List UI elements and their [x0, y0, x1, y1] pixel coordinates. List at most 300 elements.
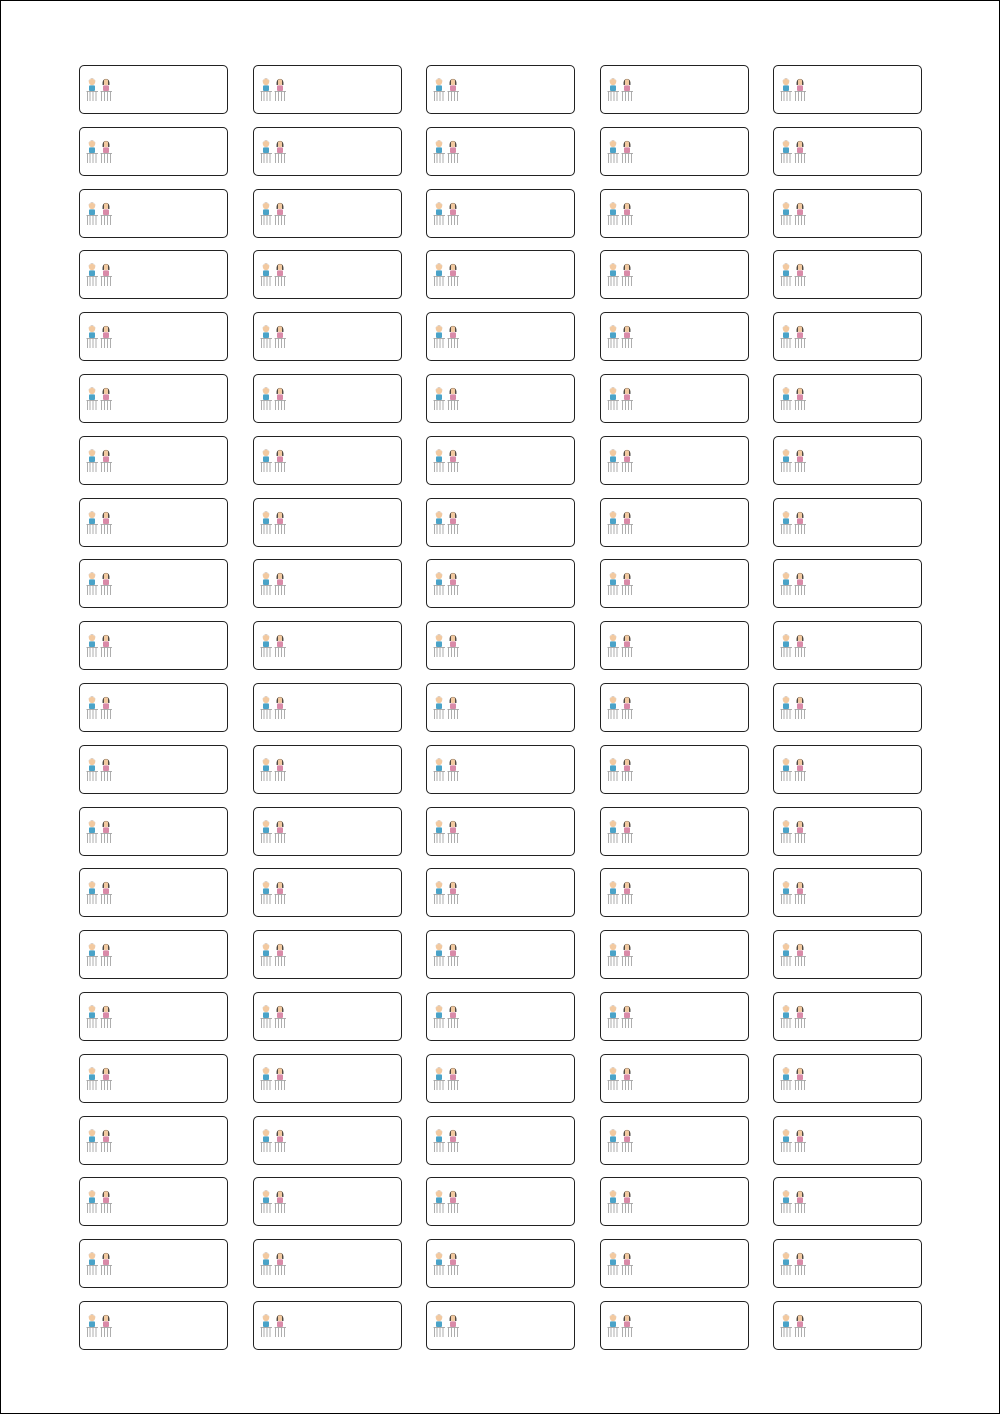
- desks: [434, 1142, 460, 1152]
- two-children-at-desks-icon: [259, 1066, 289, 1092]
- name-label: [79, 683, 228, 732]
- two-children-at-desks-icon: [259, 880, 289, 906]
- girl-figure: [103, 1068, 110, 1080]
- desks: [607, 1266, 633, 1276]
- desks: [607, 153, 633, 163]
- name-label: [773, 1301, 922, 1350]
- desks: [434, 771, 460, 781]
- two-children-at-desks-icon: [432, 262, 462, 288]
- girl-figure: [623, 820, 630, 832]
- two-children-at-desks-icon: [779, 386, 809, 412]
- girl-figure: [797, 79, 804, 91]
- boy-figure: [783, 944, 789, 957]
- two-children-at-desks-icon: [85, 1251, 115, 1277]
- name-label: [600, 436, 749, 485]
- girl-figure: [450, 141, 457, 153]
- desks: [260, 462, 286, 472]
- boy-figure: [609, 326, 615, 339]
- two-children-at-desks-icon: [259, 262, 289, 288]
- boy-figure: [89, 1191, 95, 1204]
- name-label: [79, 436, 228, 485]
- two-children-at-desks-icon: [432, 77, 462, 103]
- desks: [87, 1266, 113, 1276]
- desks: [781, 400, 807, 410]
- two-children-at-desks-icon: [432, 571, 462, 597]
- two-children-at-desks-icon: [606, 757, 636, 783]
- girl-figure: [276, 388, 283, 400]
- girl-figure: [103, 635, 110, 647]
- girl-figure: [623, 1068, 630, 1080]
- girl-figure: [450, 697, 457, 709]
- desks: [260, 648, 286, 658]
- boy-figure: [89, 1314, 95, 1327]
- boy-figure: [609, 882, 615, 895]
- name-label: [426, 1054, 575, 1103]
- girl-figure: [103, 326, 110, 338]
- two-children-at-desks-icon: [85, 1313, 115, 1339]
- two-children-at-desks-icon: [259, 633, 289, 659]
- desks: [434, 895, 460, 905]
- boy-figure: [262, 820, 268, 833]
- desks: [434, 277, 460, 287]
- girl-figure: [797, 820, 804, 832]
- girl-figure: [450, 1006, 457, 1018]
- two-children-at-desks-icon: [779, 1128, 809, 1154]
- desks: [260, 215, 286, 225]
- name-label: [600, 930, 749, 979]
- two-children-at-desks-icon: [432, 324, 462, 350]
- desks: [781, 1204, 807, 1214]
- name-label: [600, 127, 749, 176]
- two-children-at-desks-icon: [85, 448, 115, 474]
- boy-figure: [609, 1314, 615, 1327]
- two-children-at-desks-icon: [606, 510, 636, 536]
- girl-figure: [623, 511, 630, 523]
- boy-figure: [89, 820, 95, 833]
- boy-figure: [89, 387, 95, 400]
- boy-figure: [783, 78, 789, 91]
- boy-figure: [262, 78, 268, 91]
- girl-figure: [450, 1253, 457, 1265]
- two-children-at-desks-icon: [779, 510, 809, 536]
- girl-figure: [276, 141, 283, 153]
- girl-figure: [450, 1129, 457, 1141]
- two-children-at-desks-icon: [779, 1066, 809, 1092]
- boy-figure: [783, 635, 789, 648]
- boy-figure: [783, 202, 789, 215]
- two-children-at-desks-icon: [85, 386, 115, 412]
- boy-figure: [436, 264, 442, 277]
- desks: [607, 462, 633, 472]
- name-label: [426, 992, 575, 1041]
- desks: [87, 1142, 113, 1152]
- label-grid: [79, 65, 922, 1350]
- boy-figure: [262, 758, 268, 771]
- girl-figure: [276, 944, 283, 956]
- girl-figure: [103, 511, 110, 523]
- two-children-at-desks-icon: [432, 757, 462, 783]
- desks: [781, 1018, 807, 1028]
- desks: [87, 709, 113, 719]
- girl-figure: [623, 1006, 630, 1018]
- name-label: [79, 498, 228, 547]
- two-children-at-desks-icon: [606, 942, 636, 968]
- two-children-at-desks-icon: [259, 695, 289, 721]
- boy-figure: [262, 1067, 268, 1080]
- boy-figure: [89, 1067, 95, 1080]
- two-children-at-desks-icon: [432, 942, 462, 968]
- desks: [87, 277, 113, 287]
- desks: [260, 1142, 286, 1152]
- girl-figure: [797, 1129, 804, 1141]
- boy-figure: [609, 1005, 615, 1018]
- boy-figure: [783, 820, 789, 833]
- two-children-at-desks-icon: [432, 1189, 462, 1215]
- boy-figure: [436, 820, 442, 833]
- desks: [87, 957, 113, 967]
- two-children-at-desks-icon: [259, 201, 289, 227]
- desks: [87, 1204, 113, 1214]
- boy-figure: [89, 1005, 95, 1018]
- boy-figure: [262, 1314, 268, 1327]
- two-children-at-desks-icon: [85, 324, 115, 350]
- desks: [260, 153, 286, 163]
- name-label: [426, 1239, 575, 1288]
- name-label: [426, 1301, 575, 1350]
- girl-figure: [276, 573, 283, 585]
- two-children-at-desks-icon: [85, 695, 115, 721]
- name-label: [773, 189, 922, 238]
- desks: [607, 709, 633, 719]
- two-children-at-desks-icon: [85, 201, 115, 227]
- name-label: [600, 868, 749, 917]
- desks: [434, 709, 460, 719]
- name-label: [79, 1301, 228, 1350]
- two-children-at-desks-icon: [606, 262, 636, 288]
- girl-figure: [276, 202, 283, 214]
- girl-figure: [103, 944, 110, 956]
- desks: [607, 215, 633, 225]
- desks: [607, 1204, 633, 1214]
- name-label: [600, 807, 749, 856]
- boy-figure: [436, 1314, 442, 1327]
- boy-figure: [609, 1253, 615, 1266]
- name-label: [600, 374, 749, 423]
- desks: [260, 1018, 286, 1028]
- two-children-at-desks-icon: [259, 1004, 289, 1030]
- name-label: [79, 1239, 228, 1288]
- name-label: [253, 930, 402, 979]
- boy-figure: [609, 78, 615, 91]
- girl-figure: [797, 264, 804, 276]
- two-children-at-desks-icon: [85, 1189, 115, 1215]
- girl-figure: [797, 759, 804, 771]
- name-label: [600, 498, 749, 547]
- two-children-at-desks-icon: [432, 819, 462, 845]
- name-label: [253, 1177, 402, 1226]
- boy-figure: [436, 944, 442, 957]
- girl-figure: [797, 635, 804, 647]
- desks: [434, 957, 460, 967]
- girl-figure: [797, 882, 804, 894]
- name-label: [773, 930, 922, 979]
- two-children-at-desks-icon: [432, 1066, 462, 1092]
- two-children-at-desks-icon: [432, 448, 462, 474]
- two-children-at-desks-icon: [779, 324, 809, 350]
- girl-figure: [797, 388, 804, 400]
- boy-figure: [89, 1253, 95, 1266]
- boy-figure: [783, 573, 789, 586]
- girl-figure: [623, 1253, 630, 1265]
- two-children-at-desks-icon: [779, 695, 809, 721]
- name-label: [79, 559, 228, 608]
- boy-figure: [89, 202, 95, 215]
- boy-figure: [783, 696, 789, 709]
- name-label: [253, 745, 402, 794]
- name-label: [600, 1177, 749, 1226]
- desks: [781, 1080, 807, 1090]
- two-children-at-desks-icon: [606, 77, 636, 103]
- girl-figure: [797, 450, 804, 462]
- desks: [607, 957, 633, 967]
- desks: [260, 339, 286, 349]
- two-children-at-desks-icon: [606, 1128, 636, 1154]
- desks: [87, 586, 113, 596]
- boy-figure: [89, 573, 95, 586]
- boy-figure: [89, 1129, 95, 1142]
- name-label: [253, 992, 402, 1041]
- two-children-at-desks-icon: [779, 1251, 809, 1277]
- desks: [607, 524, 633, 534]
- desks: [87, 771, 113, 781]
- boy-figure: [89, 140, 95, 153]
- boy-figure: [783, 387, 789, 400]
- boy-figure: [609, 635, 615, 648]
- girl-figure: [276, 326, 283, 338]
- two-children-at-desks-icon: [259, 1313, 289, 1339]
- boy-figure: [436, 78, 442, 91]
- name-label: [79, 65, 228, 114]
- two-children-at-desks-icon: [259, 324, 289, 350]
- two-children-at-desks-icon: [606, 386, 636, 412]
- girl-figure: [797, 1006, 804, 1018]
- name-label: [426, 436, 575, 485]
- boy-figure: [262, 202, 268, 215]
- name-label: [79, 1177, 228, 1226]
- boy-figure: [783, 140, 789, 153]
- girl-figure: [623, 1191, 630, 1203]
- name-label: [253, 250, 402, 299]
- girl-figure: [623, 326, 630, 338]
- boy-figure: [262, 1129, 268, 1142]
- name-label: [253, 189, 402, 238]
- two-children-at-desks-icon: [85, 1004, 115, 1030]
- desks: [607, 648, 633, 658]
- boy-figure: [89, 882, 95, 895]
- two-children-at-desks-icon: [259, 510, 289, 536]
- girl-figure: [623, 944, 630, 956]
- girl-figure: [103, 573, 110, 585]
- name-label: [773, 1177, 922, 1226]
- name-label: [600, 1301, 749, 1350]
- boy-figure: [609, 573, 615, 586]
- girl-figure: [450, 573, 457, 585]
- name-label: [600, 683, 749, 732]
- boy-figure: [609, 387, 615, 400]
- girl-figure: [103, 450, 110, 462]
- desks: [781, 92, 807, 102]
- girl-figure: [276, 1253, 283, 1265]
- girl-figure: [623, 388, 630, 400]
- desks: [781, 339, 807, 349]
- desks: [434, 586, 460, 596]
- name-label: [426, 1116, 575, 1165]
- boy-figure: [783, 1129, 789, 1142]
- girl-figure: [276, 1191, 283, 1203]
- name-label: [773, 312, 922, 361]
- name-label: [773, 374, 922, 423]
- desks: [607, 1080, 633, 1090]
- two-children-at-desks-icon: [85, 633, 115, 659]
- boy-figure: [783, 1005, 789, 1018]
- girl-figure: [623, 697, 630, 709]
- boy-figure: [89, 944, 95, 957]
- name-label: [773, 498, 922, 547]
- name-label: [773, 868, 922, 917]
- name-label: [426, 868, 575, 917]
- boy-figure: [783, 1253, 789, 1266]
- name-label: [253, 621, 402, 670]
- boy-figure: [436, 387, 442, 400]
- boy-figure: [89, 511, 95, 524]
- desks: [87, 153, 113, 163]
- desks: [607, 1018, 633, 1028]
- two-children-at-desks-icon: [606, 880, 636, 906]
- name-label: [253, 1054, 402, 1103]
- two-children-at-desks-icon: [259, 1251, 289, 1277]
- name-label: [79, 745, 228, 794]
- name-label: [79, 992, 228, 1041]
- girl-figure: [276, 264, 283, 276]
- girl-figure: [623, 264, 630, 276]
- desks: [260, 957, 286, 967]
- boy-figure: [89, 264, 95, 277]
- name-label: [600, 189, 749, 238]
- girl-figure: [450, 944, 457, 956]
- girl-figure: [103, 79, 110, 91]
- desks: [607, 771, 633, 781]
- desks: [781, 648, 807, 658]
- desks: [260, 277, 286, 287]
- girl-figure: [797, 141, 804, 153]
- name-label: [600, 1116, 749, 1165]
- boy-figure: [436, 758, 442, 771]
- desks: [87, 400, 113, 410]
- desks: [607, 277, 633, 287]
- name-label: [600, 992, 749, 1041]
- girl-figure: [103, 141, 110, 153]
- name-label: [79, 807, 228, 856]
- name-label: [600, 1054, 749, 1103]
- name-label: [773, 621, 922, 670]
- desks: [260, 1266, 286, 1276]
- girl-figure: [450, 511, 457, 523]
- two-children-at-desks-icon: [259, 942, 289, 968]
- girl-figure: [450, 202, 457, 214]
- desks: [434, 1266, 460, 1276]
- two-children-at-desks-icon: [259, 1189, 289, 1215]
- boy-figure: [89, 758, 95, 771]
- two-children-at-desks-icon: [606, 1004, 636, 1030]
- name-label: [253, 498, 402, 547]
- two-children-at-desks-icon: [779, 571, 809, 597]
- name-label: [253, 683, 402, 732]
- two-children-at-desks-icon: [432, 139, 462, 165]
- name-label: [773, 250, 922, 299]
- desks: [434, 92, 460, 102]
- two-children-at-desks-icon: [606, 324, 636, 350]
- desks: [781, 586, 807, 596]
- name-label: [426, 559, 575, 608]
- name-label: [79, 250, 228, 299]
- two-children-at-desks-icon: [606, 1066, 636, 1092]
- girl-figure: [103, 759, 110, 771]
- two-children-at-desks-icon: [779, 139, 809, 165]
- two-children-at-desks-icon: [85, 880, 115, 906]
- two-children-at-desks-icon: [85, 571, 115, 597]
- desks: [87, 1080, 113, 1090]
- desks: [434, 1204, 460, 1214]
- girl-figure: [797, 202, 804, 214]
- name-label: [426, 930, 575, 979]
- name-label: [253, 127, 402, 176]
- boy-figure: [436, 635, 442, 648]
- girl-figure: [276, 1006, 283, 1018]
- boy-figure: [436, 511, 442, 524]
- name-label: [79, 374, 228, 423]
- girl-figure: [276, 1068, 283, 1080]
- two-children-at-desks-icon: [432, 386, 462, 412]
- desks: [607, 1327, 633, 1337]
- boy-figure: [783, 1191, 789, 1204]
- girl-figure: [797, 697, 804, 709]
- name-label: [600, 621, 749, 670]
- girl-figure: [797, 326, 804, 338]
- girl-figure: [103, 820, 110, 832]
- girl-figure: [450, 1191, 457, 1203]
- name-label: [426, 683, 575, 732]
- boy-figure: [609, 1067, 615, 1080]
- desks: [434, 153, 460, 163]
- desks: [781, 277, 807, 287]
- girl-figure: [450, 388, 457, 400]
- boy-figure: [609, 758, 615, 771]
- boy-figure: [262, 511, 268, 524]
- two-children-at-desks-icon: [259, 819, 289, 845]
- boy-figure: [89, 326, 95, 339]
- desks: [87, 1327, 113, 1337]
- name-label: [426, 312, 575, 361]
- girl-figure: [276, 759, 283, 771]
- boy-figure: [609, 1191, 615, 1204]
- boy-figure: [436, 696, 442, 709]
- name-label: [773, 127, 922, 176]
- desks: [607, 339, 633, 349]
- boy-figure: [609, 696, 615, 709]
- name-label: [253, 868, 402, 917]
- girl-figure: [103, 1006, 110, 1018]
- name-label: [426, 1177, 575, 1226]
